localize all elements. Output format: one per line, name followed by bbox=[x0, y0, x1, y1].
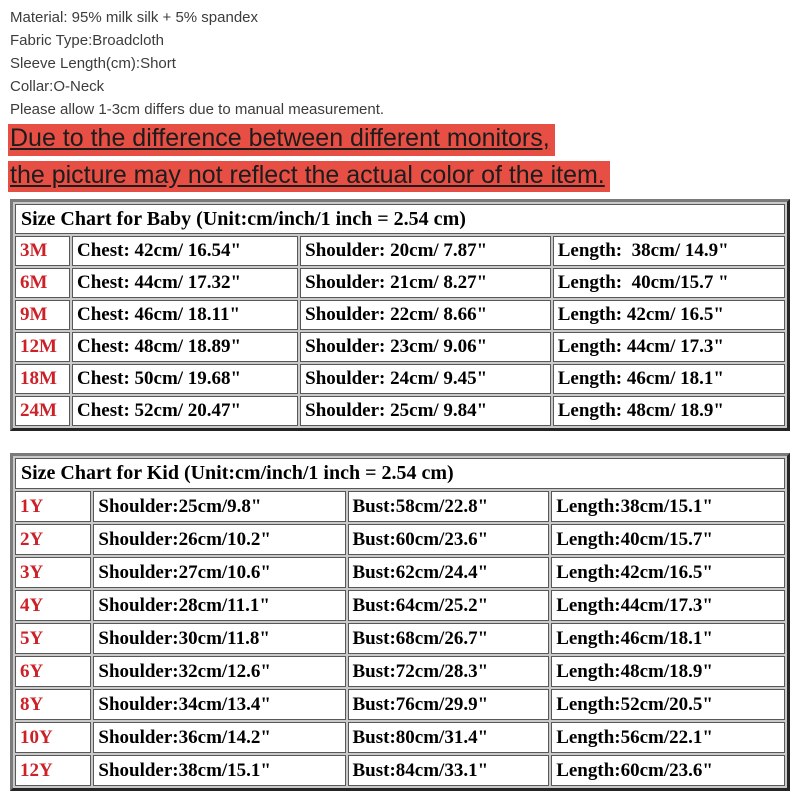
measurement-cell: Shoulder:32cm/12.6" bbox=[93, 656, 345, 687]
measurement-cell: Shoulder:27cm/10.6" bbox=[93, 557, 345, 588]
measurement-cell: Shoulder: 20cm/ 7.87" bbox=[300, 236, 551, 266]
size-label: 12Y bbox=[15, 755, 91, 786]
size-label: 24M bbox=[15, 396, 70, 426]
measurement-cell: Length: 46cm/ 18.1" bbox=[553, 364, 785, 394]
measurement-cell: Length: 48cm/ 18.9" bbox=[553, 396, 785, 426]
measurement-cell: Length:60cm/23.6" bbox=[551, 755, 785, 786]
baby-table-title: Size Chart for Baby (Unit:cm/inch/1 inch = 2.54 cm) bbox=[15, 204, 785, 234]
size-label: 6M bbox=[15, 268, 70, 298]
measurement-cell: Length:38cm/15.1" bbox=[551, 491, 785, 522]
measurement-cell: Shoulder: 24cm/ 9.45" bbox=[300, 364, 551, 394]
table-row bbox=[15, 722, 785, 753]
measurement-cell: Chest: 50cm/ 19.68" bbox=[72, 364, 298, 394]
measurement-cell: Bust:60cm/23.6" bbox=[348, 524, 550, 555]
size-label: 3Y bbox=[15, 557, 91, 588]
table-row bbox=[15, 332, 785, 362]
size-label: 5Y bbox=[15, 623, 91, 654]
table-header-row bbox=[15, 458, 785, 489]
size-label: 10Y bbox=[15, 722, 91, 753]
measurement-cell: Shoulder:30cm/11.8" bbox=[93, 623, 345, 654]
table-row bbox=[15, 623, 785, 654]
color-warning-row-2 bbox=[8, 161, 790, 193]
measurement-cell: Bust:80cm/31.4" bbox=[348, 722, 550, 753]
table-row bbox=[15, 557, 785, 588]
spec-material: Material: 95% milk silk + 5% spandex bbox=[10, 9, 259, 26]
measurement-cell: Chest: 42cm/ 16.54" bbox=[72, 236, 298, 266]
measurement-cell: Length: 40cm/15.7 " bbox=[553, 268, 785, 298]
measurement-cell: Bust:76cm/29.9" bbox=[348, 689, 550, 720]
size-label: 1Y bbox=[15, 491, 91, 522]
table-row bbox=[15, 300, 785, 330]
measurement-cell: Bust:62cm/24.4" bbox=[348, 557, 550, 588]
measurement-cell: Length:48cm/18.9" bbox=[551, 656, 785, 687]
measurement-cell: Length:46cm/18.1" bbox=[551, 623, 785, 654]
size-label: 4Y bbox=[15, 590, 91, 621]
measurement-cell: Length: 44cm/ 17.3" bbox=[553, 332, 785, 362]
table-row bbox=[15, 755, 785, 786]
measurement-cell: Shoulder:26cm/10.2" bbox=[93, 524, 345, 555]
measurement-cell: Length: 42cm/ 16.5" bbox=[553, 300, 785, 330]
spec-collar: Collar:O-Neck bbox=[10, 78, 105, 95]
table-row bbox=[15, 656, 785, 687]
size-label: 9M bbox=[15, 300, 70, 330]
measurement-cell: Bust:68cm/26.7" bbox=[348, 623, 550, 654]
color-warning-banner bbox=[8, 124, 790, 192]
measurement-cell: Shoulder: 22cm/ 8.66" bbox=[300, 300, 551, 330]
measurement-cell: Chest: 46cm/ 18.11" bbox=[72, 300, 298, 330]
table-row bbox=[15, 491, 785, 522]
measurement-cell: Chest: 48cm/ 18.89" bbox=[72, 332, 298, 362]
table-row bbox=[15, 236, 785, 266]
measurement-cell: Bust:84cm/33.1" bbox=[348, 755, 550, 786]
size-label: 8Y bbox=[15, 689, 91, 720]
table-row bbox=[15, 689, 785, 720]
kid-table-title: Size Chart for Kid (Unit:cm/inch/1 inch = 2.54 cm) bbox=[15, 458, 785, 489]
measurement-cell: Length:52cm/20.5" bbox=[551, 689, 785, 720]
table-row bbox=[15, 364, 785, 394]
color-warning-line-1: Due to the difference between different monitors, bbox=[8, 124, 555, 156]
measurement-cell: Bust:64cm/25.2" bbox=[348, 590, 550, 621]
product-specs bbox=[10, 6, 790, 121]
measurement-cell: Length:44cm/17.3" bbox=[551, 590, 785, 621]
measurement-cell: Shoulder:34cm/13.4" bbox=[93, 689, 345, 720]
baby-size-table bbox=[10, 199, 790, 431]
measurement-cell: Shoulder:38cm/15.1" bbox=[93, 755, 345, 786]
measurement-cell: Length:40cm/15.7" bbox=[551, 524, 785, 555]
color-warning-line-2: the picture may not reflect the actual color of the item. bbox=[8, 161, 610, 193]
measurement-cell: Chest: 44cm/ 17.32" bbox=[72, 268, 298, 298]
table-row bbox=[15, 590, 785, 621]
spec-sleeve-length: Sleeve Length(cm):Short bbox=[10, 55, 176, 72]
measurement-cell: Shoulder:25cm/9.8" bbox=[93, 491, 345, 522]
spec-fabric-type: Fabric Type:Broadcloth bbox=[10, 32, 164, 49]
measurement-cell: Shoulder: 23cm/ 9.06" bbox=[300, 332, 551, 362]
measurement-cell: Length:42cm/16.5" bbox=[551, 557, 785, 588]
size-label: 18M bbox=[15, 364, 70, 394]
measurement-cell: Shoulder: 21cm/ 8.27" bbox=[300, 268, 551, 298]
measurement-cell: Length:56cm/22.1" bbox=[551, 722, 785, 753]
measurement-cell: Chest: 52cm/ 20.47" bbox=[72, 396, 298, 426]
color-warning-row-1 bbox=[8, 124, 790, 156]
spec-measurement-note: Please allow 1-3cm differs due to manual measurement. bbox=[10, 101, 385, 118]
measurement-cell: Shoulder: 25cm/ 9.84" bbox=[300, 396, 551, 426]
measurement-cell: Shoulder:28cm/11.1" bbox=[93, 590, 345, 621]
measurement-cell: Bust:58cm/22.8" bbox=[348, 491, 550, 522]
measurement-cell: Bust:72cm/28.3" bbox=[348, 656, 550, 687]
table-row bbox=[15, 396, 785, 426]
size-label: 6Y bbox=[15, 656, 91, 687]
table-row bbox=[15, 524, 785, 555]
kid-size-table bbox=[10, 453, 790, 791]
table-row bbox=[15, 268, 785, 298]
measurement-cell: Shoulder:36cm/14.2" bbox=[93, 722, 345, 753]
measurement-cell: Length: 38cm/ 14.9" bbox=[553, 236, 785, 266]
size-label: 3M bbox=[15, 236, 70, 266]
table-header-row bbox=[15, 204, 785, 234]
size-label: 2Y bbox=[15, 524, 91, 555]
size-label: 12M bbox=[15, 332, 70, 362]
